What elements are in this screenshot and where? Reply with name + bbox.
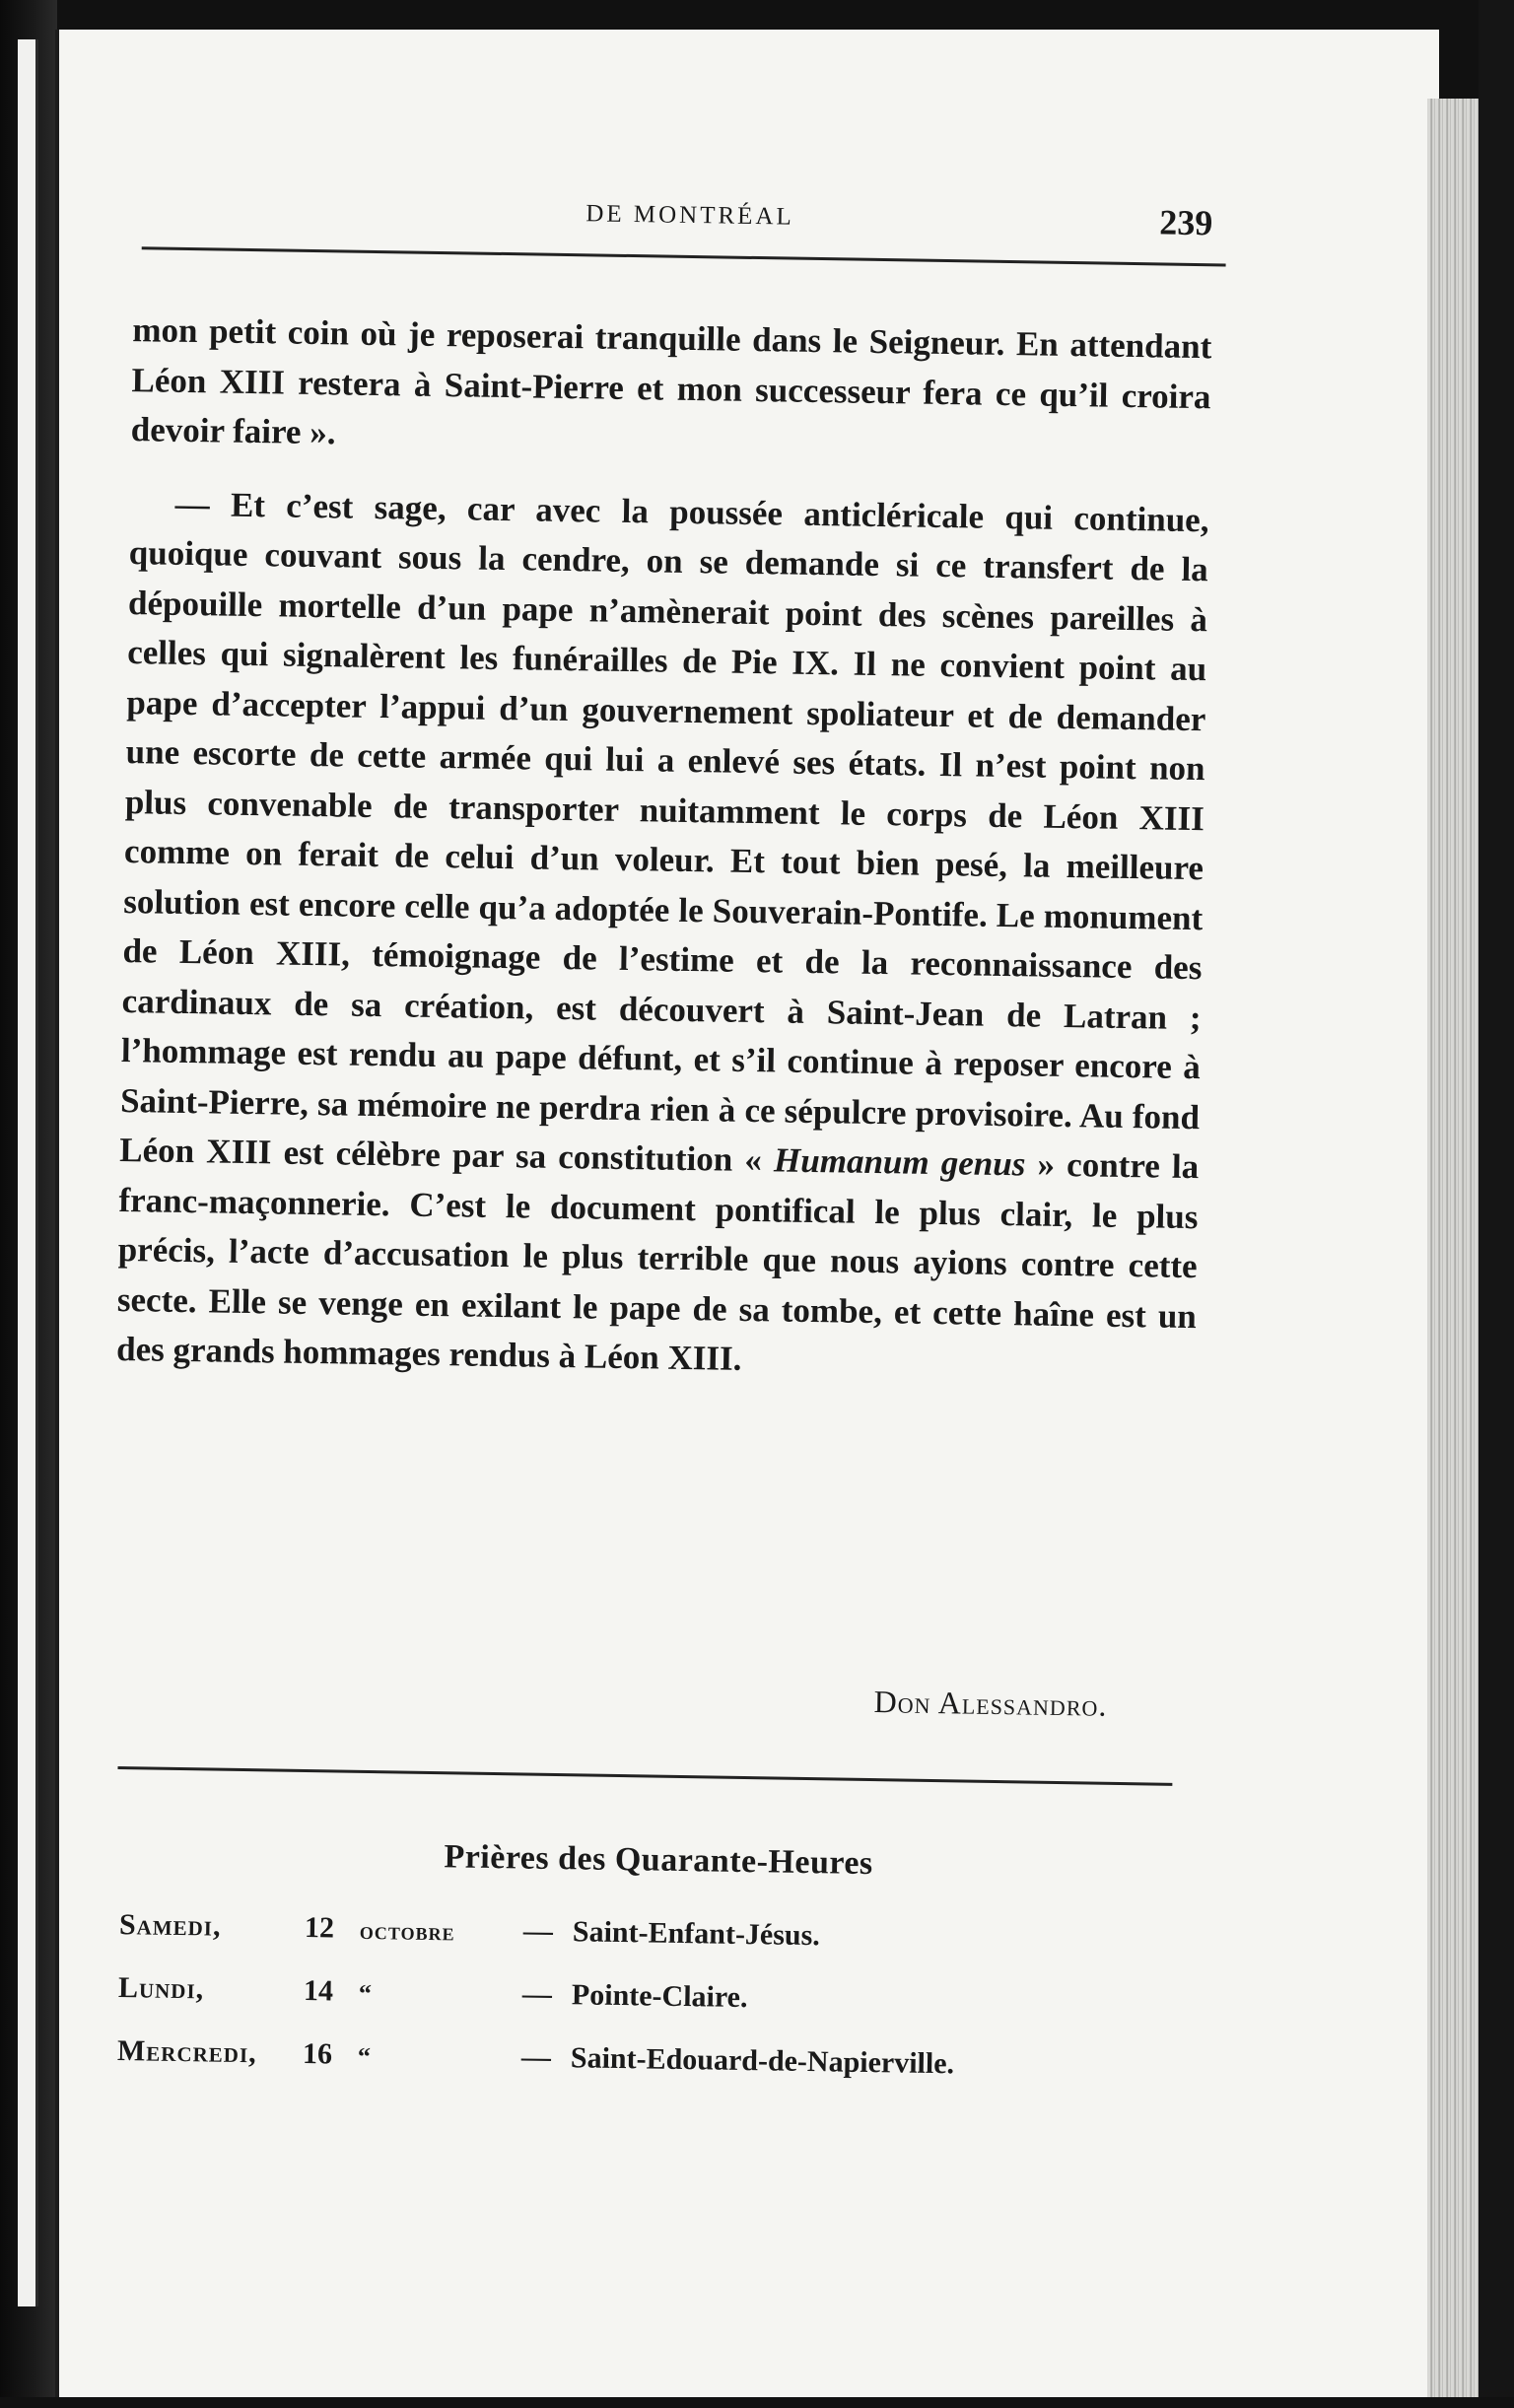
header-rule	[142, 246, 1226, 266]
schedule-list	[116, 1908, 1204, 2114]
schedule-dash: —	[522, 1914, 554, 1948]
schedule-dash: —	[520, 2040, 552, 2074]
schedule-day: Lundi,	[117, 1971, 205, 2006]
schedule-date: 12	[304, 1911, 335, 1945]
schedule-place: Saint-Edouard-de-Napierville.	[570, 2041, 955, 2081]
section-title: Prières des Quarante-Heures	[444, 1838, 873, 1883]
paragraph-2	[116, 479, 1209, 1392]
page-content	[39, 19, 1457, 2408]
schedule-day: Mercredi,	[116, 2034, 257, 2070]
schedule-place: Saint-Enfant-Jésus.	[572, 1915, 821, 1953]
section-rule	[117, 1766, 1172, 1786]
schedule-date: 14	[303, 1974, 334, 2008]
paragraph-2-part-1: — Et c’est sage, car avec la poussée anticléricale qui continue, quoique couvant sous la cendre, on se demande si ce transfert de la dépouille mortelle d’un pape n’amènerait point des scènes pareilles à celles qui signalèrent les funérailles de Pie IX. Il ne convient point au pape d’accepter l’appui d’un gouvernement spoliateur et de demander une escorte de cette armée qui lui a enlevé ses états. Il n’est point non plus convenable de transporter nuitamment le corps de Léon XIII comme on ferait de celui d’un voleur. Et tout bien pesé, la meilleure solution est encore celle qu’a adoptée le Souverain-Pontife. Le monument de Léon XIII, témoignage de l’estime et de la reconnaissance des cardinaux de sa création, est découvert à Saint-Jean de Latran ; l’hommage est rendu au pape défunt, et s’il continue à reposer encore à Saint-Pierre, sa mémoire ne perdra rien à ce sépulcre provisoire. Au fond Léon XIII est célèbre par sa constitution «	[119, 484, 1209, 1180]
schedule-month: octobre	[359, 1915, 455, 1947]
italic-title: Humanum genus	[773, 1140, 1026, 1184]
paragraph-2-part-2: » contre la franc-maçonnerie. C’est le document pontifical le plus clair, le plus précis, l’acte d’accusation le plus terrible que nous ayions contre cette secte. Elle se venge en exilant le pape de sa tombe, et cette haîne est un des grands hommages rendus à Léon XIII.	[115, 1144, 1200, 1378]
schedule-month: “	[357, 2041, 373, 2072]
running-head: DE MONTRÉAL	[585, 200, 794, 231]
schedule-date: 16	[302, 2037, 333, 2071]
page-number: 239	[1158, 202, 1213, 243]
author-signature: Don Alessandro.	[873, 1684, 1108, 1723]
schedule-dash: —	[521, 1977, 553, 2011]
facing-page-edge	[18, 39, 38, 2306]
schedule-day: Samedi,	[118, 1908, 222, 1943]
schedule-month: “	[358, 1978, 374, 2009]
right-background	[1479, 0, 1514, 2397]
paragraph-1: mon petit coin où je reposerai tranquille dans le Seigneur. En attendant Léon XIII restera à Saint-Pierre et mon successeur fera ce qu’il croira devoir faire ».	[130, 310, 1212, 452]
schedule-place: Pointe-Claire.	[571, 1978, 748, 2015]
book-page	[55, 30, 1439, 2397]
article-body	[116, 306, 1212, 1392]
